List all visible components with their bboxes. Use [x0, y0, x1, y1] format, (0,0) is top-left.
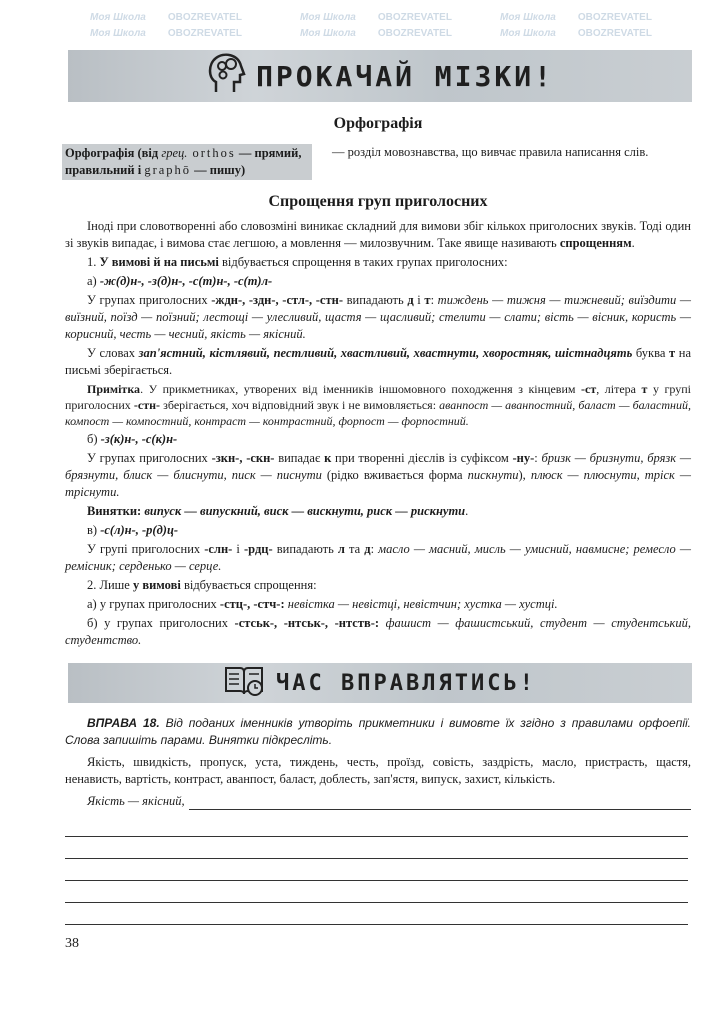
text-run: У словах — [87, 346, 139, 360]
greek-meaning: — прямий, правильний і — [65, 146, 302, 177]
rule-paragraph — [65, 218, 691, 252]
emphasis: Примітка — [87, 382, 141, 396]
emphasis: -с(л)н-, -р(д)ц- — [100, 523, 179, 537]
emphasis: -ну- — [512, 451, 535, 465]
example-words: фашист — фашистський, студент — студентський, студентство. — [65, 616, 691, 647]
definition-row — [62, 144, 691, 180]
text-run: . У прикметниках, утворених від іменників іншомовного походження з кінцевим — [140, 382, 582, 396]
text-run: при творенні дієслів із суфіксом — [331, 451, 513, 465]
watermark: Моя Школа OBOZREVATEL — [500, 28, 652, 39]
emphasis: -ж(д)н-, -з(д)н-, -с(т)н-, -с(т)л- — [99, 274, 273, 288]
text-run: ), — [518, 468, 531, 482]
text-run: та — [344, 542, 365, 556]
rule-paragraph — [65, 254, 691, 271]
text-run: У групі приголосних — [87, 542, 205, 556]
text-run: (рідко вживається форма — [321, 468, 468, 482]
rule-paragraph — [65, 577, 691, 594]
rule-paragraph — [65, 596, 691, 613]
watermark: Моя Школа OBOZREVATEL — [300, 28, 452, 39]
text-run: а) у групах приголосних — [87, 597, 220, 611]
watermark: Моя Школа OBOZREVATEL — [90, 28, 242, 39]
text-run: випадають — [272, 542, 338, 556]
answer-line[interactable] — [65, 903, 688, 925]
text-run: У групах приголосних — [87, 451, 212, 465]
text-run: відбувається спрощення в таких групах приголосних: — [218, 255, 508, 269]
text-run: : — [430, 293, 438, 307]
greek-meaning: — пишу) — [191, 163, 246, 177]
greek-abbr: грец. — [161, 146, 188, 160]
emphasis: л — [337, 542, 345, 556]
answer-line[interactable] — [65, 859, 688, 881]
rule-paragraph — [65, 345, 691, 379]
banner-exercise-time — [68, 663, 692, 703]
emphasis: зап'ястний, кістлявий, пестливий, хвастливий, хвастнути, хворостняк, шістнадцять — [138, 346, 633, 360]
text-run: на письмі зберігається. — [65, 346, 691, 377]
text-run: У групах приголосних — [87, 293, 212, 307]
example-words: невістка — невістці, невістчин; хустка — хустці. — [287, 597, 558, 611]
answer-first-line[interactable] — [65, 793, 691, 810]
text-run: відбувається спрощення: — [180, 578, 317, 592]
text-run: 2. Лише — [87, 578, 133, 592]
book-alarm-clock-icon — [224, 664, 266, 703]
text-run: у групі приголосних — [65, 382, 691, 412]
example-words: аванпост — аванпостний, баласт — баластний, компост — компостний, контраст — контрастний, форпост — форпостний. — [65, 398, 691, 428]
section-heading: Орфографія — [333, 115, 423, 132]
rule-paragraph — [65, 503, 691, 520]
answer-example: Якість — якісний, — [87, 794, 185, 808]
exercise-task — [65, 715, 691, 749]
exercise-words: Якість, швидкість, пропуск, уста, тиждень, честь, проїзд, совість, заздрість, масло, пристрасть, щастя, ненависть, вартість, контраст, аванпост, баласт, доблесть, зап'ястя, випуск, захист, кількість. — [65, 755, 691, 786]
emphasis: У вимові й на письмі — [99, 255, 219, 269]
emphasis: к — [324, 451, 332, 465]
banner-title: ЧАС ВПРАВЛЯТИСЬ! — [276, 670, 536, 696]
rule-paragraph — [65, 273, 691, 290]
rule-text — [65, 218, 691, 649]
rule-paragraph — [65, 541, 691, 575]
emphasis: д — [364, 542, 371, 556]
text-run: : — [370, 542, 379, 556]
emphasis: т — [641, 382, 648, 396]
banner-title: ПРОКАЧАЙ МІЗКИ! — [256, 59, 554, 93]
example-words: тиждень — тижня — тижневий; виїздити — виїзний, поїзд — поїзний; лестощі — улесливий, щастя — щасливий; стелити — слати; вість — вісник, користь — корисний, честь — чесний, якість — якісний. — [65, 293, 692, 341]
rule-paragraph — [65, 381, 691, 429]
emphasis: -стн- — [133, 398, 161, 412]
emphasis: спрощенням — [559, 236, 632, 250]
text-run: б) у групах приголосних — [87, 616, 235, 630]
example-words: масло — масний, мисль — умисний, навмисне; ремесло — ремісник; серденько — серце. — [65, 542, 691, 573]
text-run: в) — [87, 523, 101, 537]
example-words: пискнути — [467, 468, 519, 482]
rule-paragraph — [65, 522, 691, 539]
definition-text: — розділ мовознавства, що вивчає правила написання слів. — [332, 145, 649, 159]
text-run: випадає — [274, 451, 325, 465]
watermark: Моя Школа OBOZREVATEL — [300, 12, 452, 23]
rule-paragraph — [65, 292, 691, 343]
answer-line[interactable] — [189, 796, 691, 810]
greek-word: graphō — [144, 163, 192, 177]
text-run: : — [534, 451, 542, 465]
emphasis: випуск — випускний, виск — вискнути, риск — рискнути — [144, 504, 466, 518]
emphasis: -ждн-, -здн-, -стл-, -стн- — [211, 293, 343, 307]
answer-line[interactable] — [65, 881, 688, 903]
exercise — [65, 715, 691, 925]
rule-paragraph — [65, 615, 691, 649]
text-run: 1. — [87, 255, 100, 269]
emphasis: -слн- — [204, 542, 233, 556]
definition-from: (від — [134, 146, 162, 160]
text-run: і — [413, 293, 425, 307]
example-words: плюск — плюснути, тріск — тріснути. — [65, 468, 691, 499]
rule-paragraph — [65, 450, 691, 501]
emphasis: д — [407, 293, 414, 307]
text-run: . — [465, 504, 469, 518]
emphasis: -зкн-, -скн- — [211, 451, 275, 465]
exercise-instructions: Від поданих іменників утворіть прикметники і вимовте їх згідно з правилами орфоепії. Слова запишіть парами. Винятки підкресліть. — [65, 716, 691, 747]
greek-word: orthos — [187, 146, 236, 160]
emphasis: -з(к)н-, -с(к)н- — [100, 432, 178, 446]
answer-line[interactable] — [65, 815, 688, 837]
text-run: випадають — [343, 293, 408, 307]
watermark: Моя Школа OBOZREVATEL — [500, 12, 652, 23]
text-run: а) — [87, 274, 100, 288]
answer-line[interactable] — [65, 837, 688, 859]
emphasis: -стськ-, -нтськ-, -нтств-: — [234, 616, 386, 630]
subheading: Спрощення груп приголосних — [268, 193, 488, 210]
emphasis: т — [424, 293, 431, 307]
text-run: і — [232, 542, 244, 556]
text-run: б) — [87, 432, 101, 446]
text-run: . — [631, 236, 635, 250]
definition-box — [62, 144, 312, 180]
rule-paragraph — [65, 431, 691, 448]
emphasis: т — [669, 346, 676, 360]
head-gears-icon — [206, 52, 246, 101]
emphasis: -рдц- — [244, 542, 273, 556]
watermark: Моя Школа OBOZREVATEL — [90, 12, 242, 23]
definition-term: Орфографія — [65, 146, 135, 160]
emphasis: -стц-, -стч-: — [219, 597, 288, 611]
example-words: бризк — бризнути, брязк — брязнути, блиск — блиснути, писк — писнути — [65, 451, 691, 482]
emphasis: у вимові — [132, 578, 181, 592]
text-run: буква — [632, 346, 670, 360]
emphasis: Винятки: — [87, 504, 145, 518]
text-run: зберігається, хоч відповідний звук і не вимовляється: — [160, 398, 440, 412]
exercise-label: ВПРАВА 18. — [87, 716, 160, 730]
emphasis: -ст — [581, 382, 597, 396]
text-run: , літера — [596, 382, 642, 396]
banner-pump-your-brain — [68, 50, 692, 102]
page-number: 38 — [65, 936, 79, 951]
text-run: Іноді при словотворенні або словозміні виникає складний для вимови збіг кількох приголосних звуків. Тоді один зі звуків випадає, і вимова стає легшою, а мовлення — милозвучним. Таке явище називають — [65, 219, 691, 250]
